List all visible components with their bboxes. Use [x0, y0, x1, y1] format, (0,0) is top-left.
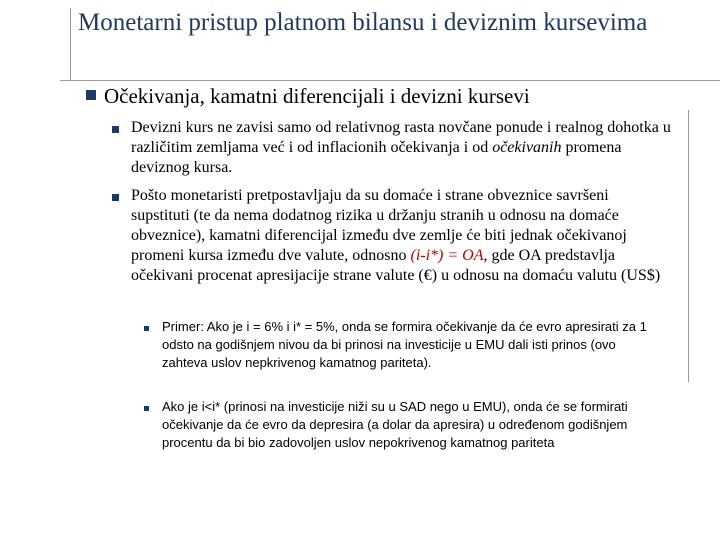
bullet-text: , gde OA predstavlja očekivani procenat apresijacije strane valute (€) u odnosu na domaću valutu (US$)	[131, 247, 661, 284]
bullet-emphasis: očekivanih	[492, 139, 562, 156]
sub-bullet-icon	[144, 326, 149, 331]
heading-text: Očekivanja, kamatni diferencijali i devizni kursevi	[104, 84, 530, 108]
sub-bullet-item: Primer: Ako je i = 6% i i* = 5%, onda se formira očekivanje da će evro apresirati za 1 odsto na godišnjem nivou da bi prinosi na investicije u EMU dali isti prinos (ovo zahteva uslov nepkrivenog kamatnog pariteta).	[162, 319, 647, 370]
bullet-icon	[112, 126, 119, 133]
bullet-text: Devizni kurs ne zavisi samo od relativnog rasta novčane ponude i realnog dohotka u različitim zemljama već i od inflacionih očekivanja i od	[131, 119, 671, 156]
sub-bullet-item: Ako je i<i* (prinosi na investicije niži su u SAD nego u EMU), onda će se formirati očekivanje da će evro da depresira (a dolar da apresira) u određenom godišnjem procentu da bi bio zadovoljen uslov nepokrivenog kamatnog pariteta	[162, 399, 628, 450]
bullet-icon	[112, 194, 119, 201]
slide-title: Monetarni pristup platnom bilansu i deviznim kursevima	[78, 9, 648, 36]
title-divider-vertical	[70, 8, 71, 80]
bullet-item	[131, 118, 671, 178]
content-divider-vertical	[688, 110, 689, 382]
bullet-text: Pošto monetaristi pretpostavljaju da su domaće i strane obveznice savršeni supstituti (te da nema dodatnog rizika u držanju stranih u odnosu na domaće obveznice), kamatni diferencijal između dve zemlje će biti jednak očekivanoj promeni kursa između dve valute, odnosno	[131, 187, 627, 264]
heading-bullet-icon	[86, 90, 96, 100]
bullet-item	[131, 186, 671, 286]
formula-text: (i-i*) = OA	[410, 247, 484, 264]
title-divider-horizontal	[60, 80, 720, 81]
bullet-text: promena deviznog kursa.	[131, 139, 622, 176]
sub-bullet-icon	[144, 406, 149, 411]
